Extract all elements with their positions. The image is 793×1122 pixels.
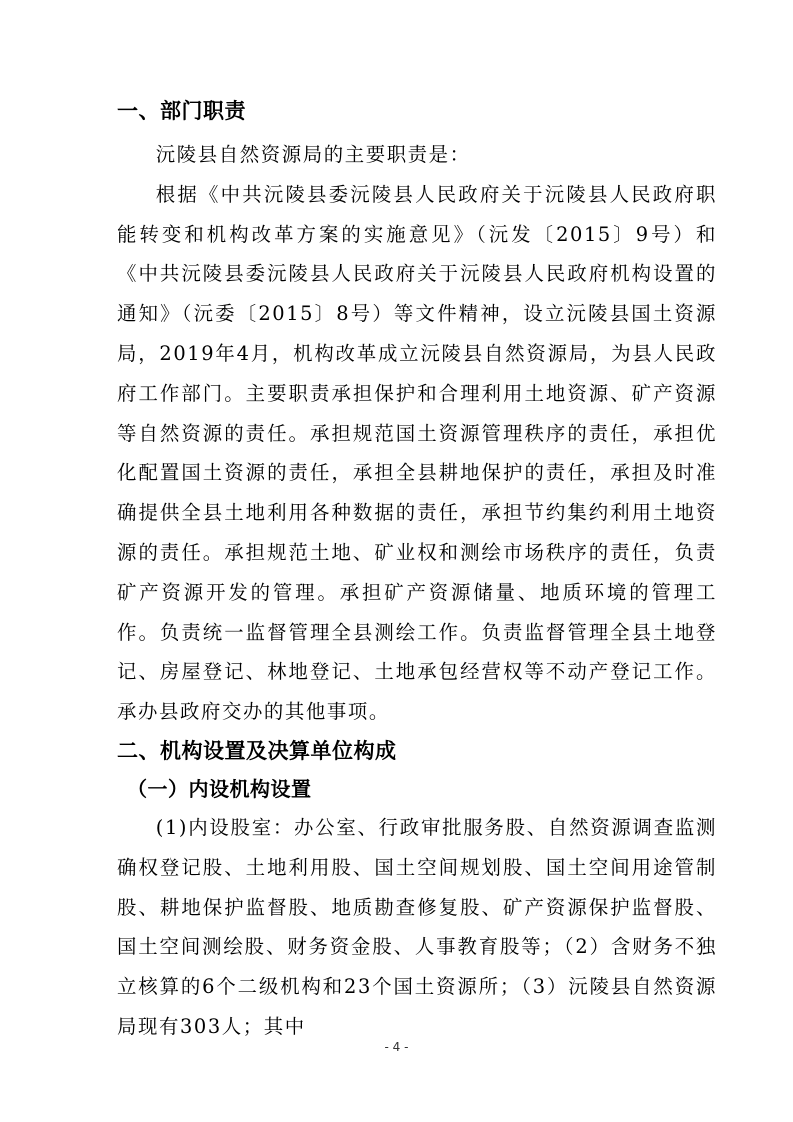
section-heading-structure: 二、机构设置及决算单位构成	[117, 738, 397, 763]
internal-structure-paragraph: (1)内设股室：办公室、行政审批服务股、自然资源调查监测确权登记股、土地利用股、国土空间规划股、国土空间用途管制股、耕地保护监督股、地质勘查修复股、矿产资源保护监督股、国土空间测绘股、财务资金股、人事教育股等；（2）含财务不独立核算的6个二级机构和23个国土资源所；（3）沅陵县自然资源局现有303人；其中	[117, 815, 717, 1038]
subsection-heading-internal-structure: （一）内设机构设置	[127, 776, 312, 801]
document-body	[117, 92, 717, 1047]
duties-intro-paragraph: 沅陵县自然资源局的主要职责是：	[155, 143, 471, 166]
duties-body-paragraph: 根据《中共沅陵县委沅陵县人民政府关于沅陵县人民政府职能转变和机构改革方案的实施意见》（沅发〔2015〕9号）和《中共沅陵县委沅陵县人民政府关于沅陵县人民政府机构设置的通知》（沅委〔2015〕8号）等文件精神，设立沅陵县国土资源局，2019年4月，机构改革成立沅陵县自然资源局，为县人民政府工作部门。主要职责承担保护和合理利用土地资源、矿产资源等自然资源的责任。承担规范国土资源管理秩序的责任，承担优化配置国土资源的责任，承担全县耕地保护的责任，承担及时准确提供全县土地利用各种数据的责任，承担节约集约利用土地资源的责任。承担规范土地、矿业权和测绘市场秩序的责任，负责矿产资源开发的管理。承担矿产资源储量、地质环境的管理工作。负责统一监督管理全县测绘工作。负责监督管理全县土地登记、房屋登记、林地登记、土地承包经营权等不动产登记工作。承办县政府交办的其他事项。	[117, 182, 717, 724]
section-heading-duties: 一、部门职责	[117, 99, 246, 123]
page-number: - 4 -	[384, 1040, 409, 1054]
